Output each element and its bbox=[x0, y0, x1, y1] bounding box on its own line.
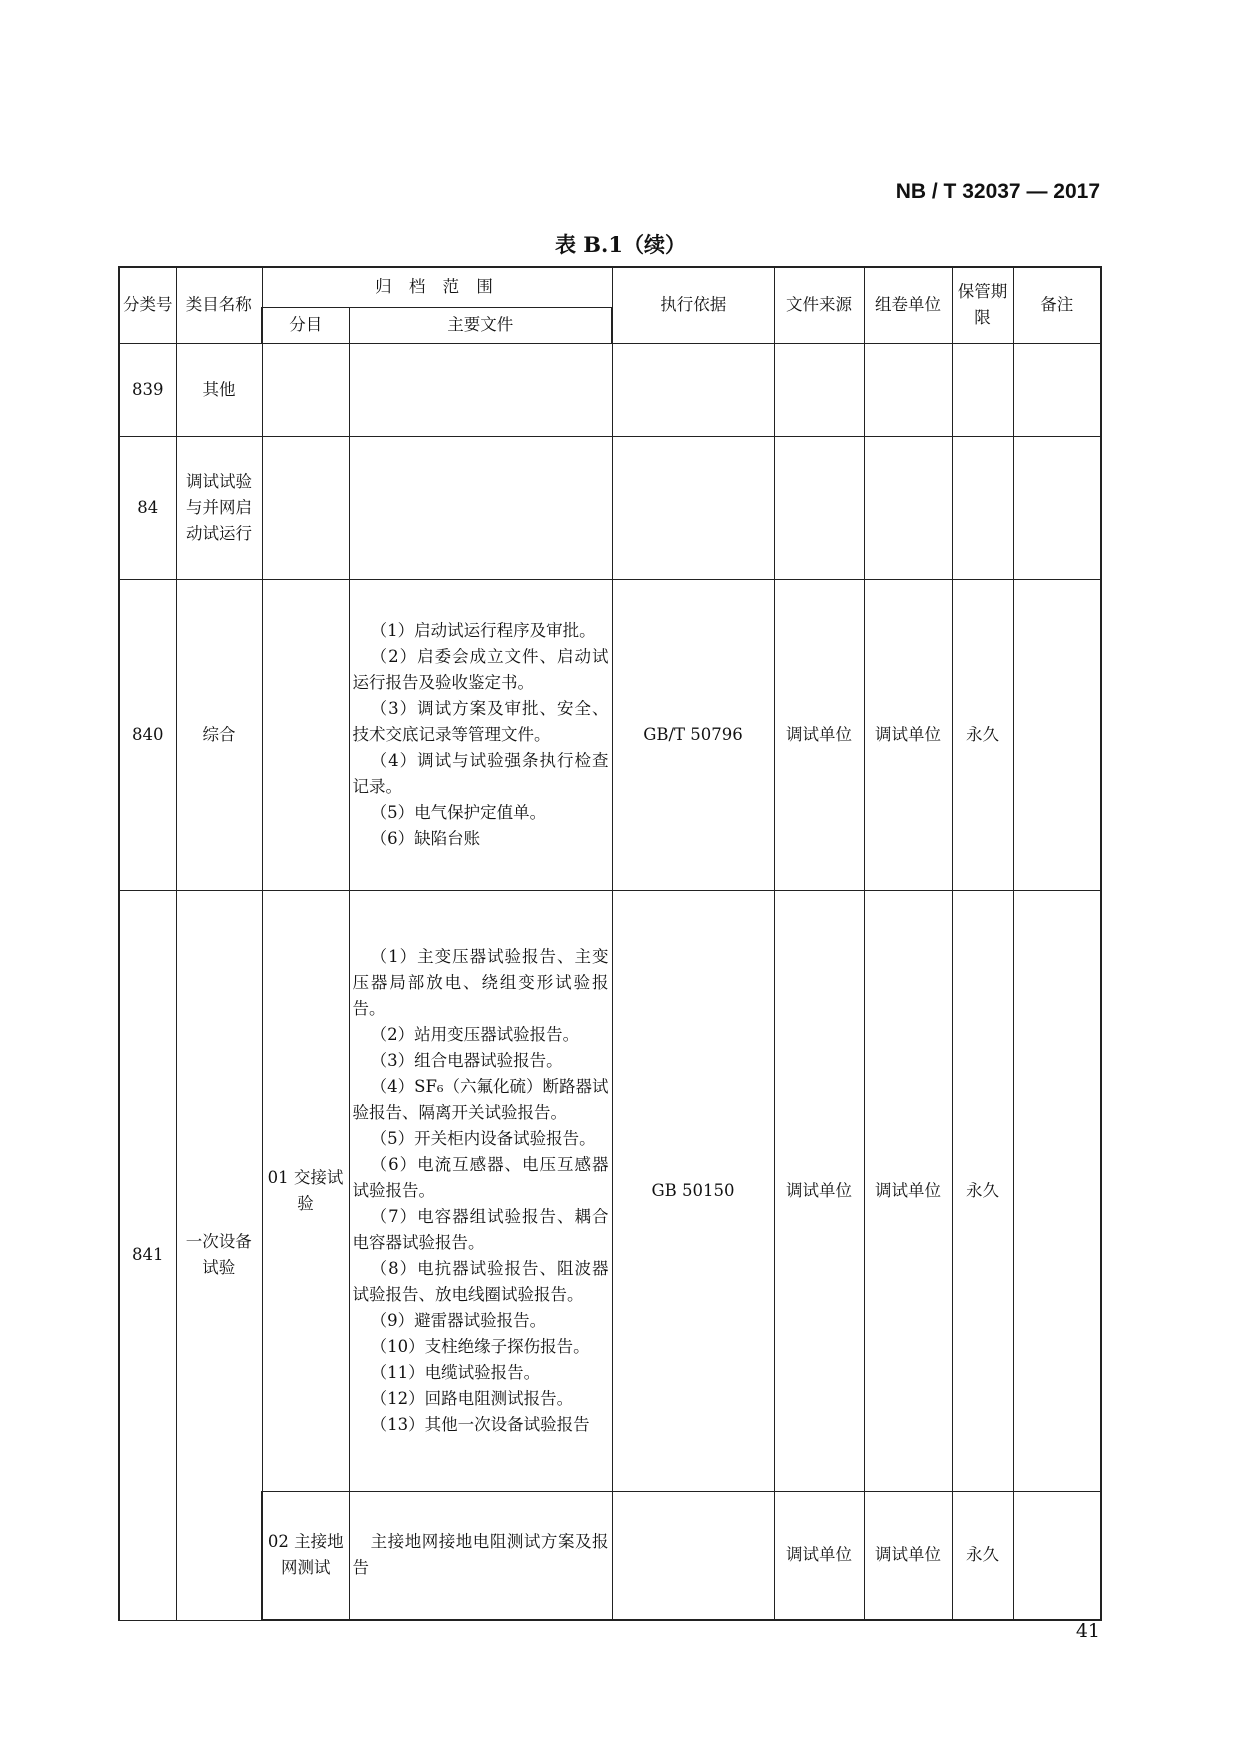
file-item: （13）其他一次设备试验报告 bbox=[370, 1414, 590, 1434]
header-scope: 归 档 范 围 bbox=[262, 267, 612, 307]
row-unit: 调试单位 bbox=[864, 890, 952, 1491]
file-item: （6）电流互感器、电压互感器试验报告。 bbox=[352, 1154, 609, 1200]
file-item: （6）缺陷台账 bbox=[370, 828, 481, 848]
row-code: 841 bbox=[119, 890, 176, 1620]
file-item: （3）组合电器试验报告。 bbox=[370, 1050, 563, 1070]
row-source: 调试单位 bbox=[774, 579, 864, 890]
header-code: 分类号 bbox=[119, 267, 176, 343]
table-row bbox=[119, 436, 1101, 579]
page-number: 41 bbox=[1075, 1620, 1100, 1642]
header-source: 文件来源 bbox=[774, 267, 864, 343]
standard-code: NB / T 32037 — 2017 bbox=[895, 180, 1100, 203]
file-item: （10）支柱绝缘子探伤报告。 bbox=[370, 1336, 590, 1356]
file-item: （12）回路电阻测试报告。 bbox=[370, 1388, 574, 1408]
table-row bbox=[119, 579, 1101, 890]
row-code: 840 bbox=[119, 579, 176, 890]
header-unit: 组卷单位 bbox=[864, 267, 952, 343]
file-item: （3）调试方案及审批、安全、技术交底记录等管理文件。 bbox=[352, 698, 609, 744]
row-period: 永久 bbox=[952, 1491, 1013, 1620]
file-item: （11）电缆试验报告。 bbox=[370, 1362, 541, 1382]
file-item: （1）主变压器试验报告、主变压器局部放电、绕组变形试验报告。 bbox=[352, 946, 609, 1018]
row-code: 839 bbox=[119, 343, 176, 436]
file-item: （7）电容器组试验报告、耦合电容器试验报告。 bbox=[352, 1206, 609, 1252]
file-item: （2）站用变压器试验报告。 bbox=[370, 1024, 580, 1044]
row-sub: 01 交接试验 bbox=[262, 890, 349, 1491]
row-code: 84 bbox=[119, 436, 176, 579]
table-title: 表 B.1（续） bbox=[555, 232, 686, 257]
row-basis: GB 50150 bbox=[612, 890, 774, 1491]
file-item: （1）启动试运行程序及审批。 bbox=[370, 620, 596, 640]
header-basis: 执行依据 bbox=[612, 267, 774, 343]
header-note: 备注 bbox=[1013, 267, 1101, 343]
file-item: （4）SF₆（六氟化硫）断路器试验报告、隔离开关试验报告。 bbox=[352, 1076, 609, 1122]
row-sub: 02 主接地网测试 bbox=[262, 1491, 349, 1620]
row-category: 综合 bbox=[176, 579, 262, 890]
row-files bbox=[349, 890, 612, 1491]
row-period: 永久 bbox=[952, 579, 1013, 890]
file-item: （5）电气保护定值单。 bbox=[370, 802, 547, 822]
file-item: （4）调试与试验强条执行检查记录。 bbox=[352, 750, 609, 796]
row-category: 其他 bbox=[176, 343, 262, 436]
row-unit: 调试单位 bbox=[864, 1491, 952, 1620]
file-item: （8）电抗器试验报告、阻波器试验报告、放电线圈试验报告。 bbox=[352, 1258, 609, 1304]
row-files bbox=[349, 1491, 612, 1620]
row-category: 一次设备试验 bbox=[176, 890, 262, 1620]
table-row bbox=[119, 1491, 1101, 1620]
row-files bbox=[349, 579, 612, 890]
header-period: 保管期限 bbox=[952, 267, 1013, 343]
row-period: 永久 bbox=[952, 890, 1013, 1491]
row-unit: 调试单位 bbox=[864, 579, 952, 890]
archive-table bbox=[118, 266, 1102, 1621]
row-source: 调试单位 bbox=[774, 890, 864, 1491]
header-files: 主要文件 bbox=[349, 307, 612, 343]
row-basis: GB/T 50796 bbox=[612, 579, 774, 890]
table-row bbox=[119, 890, 1101, 1491]
row-basis bbox=[612, 1491, 774, 1620]
file-item: 主接地网接地电阻测试方案及报告 bbox=[352, 1532, 609, 1578]
row-category: 调试试验与并网启动试运行 bbox=[176, 436, 262, 579]
file-item: （9）避雷器试验报告。 bbox=[370, 1310, 547, 1330]
row-source: 调试单位 bbox=[774, 1491, 864, 1620]
header-category: 类目名称 bbox=[176, 267, 262, 343]
header-sub: 分目 bbox=[262, 307, 349, 343]
file-item: （5）开关柜内设备试验报告。 bbox=[370, 1128, 596, 1148]
table-row bbox=[119, 343, 1101, 436]
file-item: （2）启委会成立文件、启动试运行报告及验收鉴定书。 bbox=[352, 646, 609, 692]
